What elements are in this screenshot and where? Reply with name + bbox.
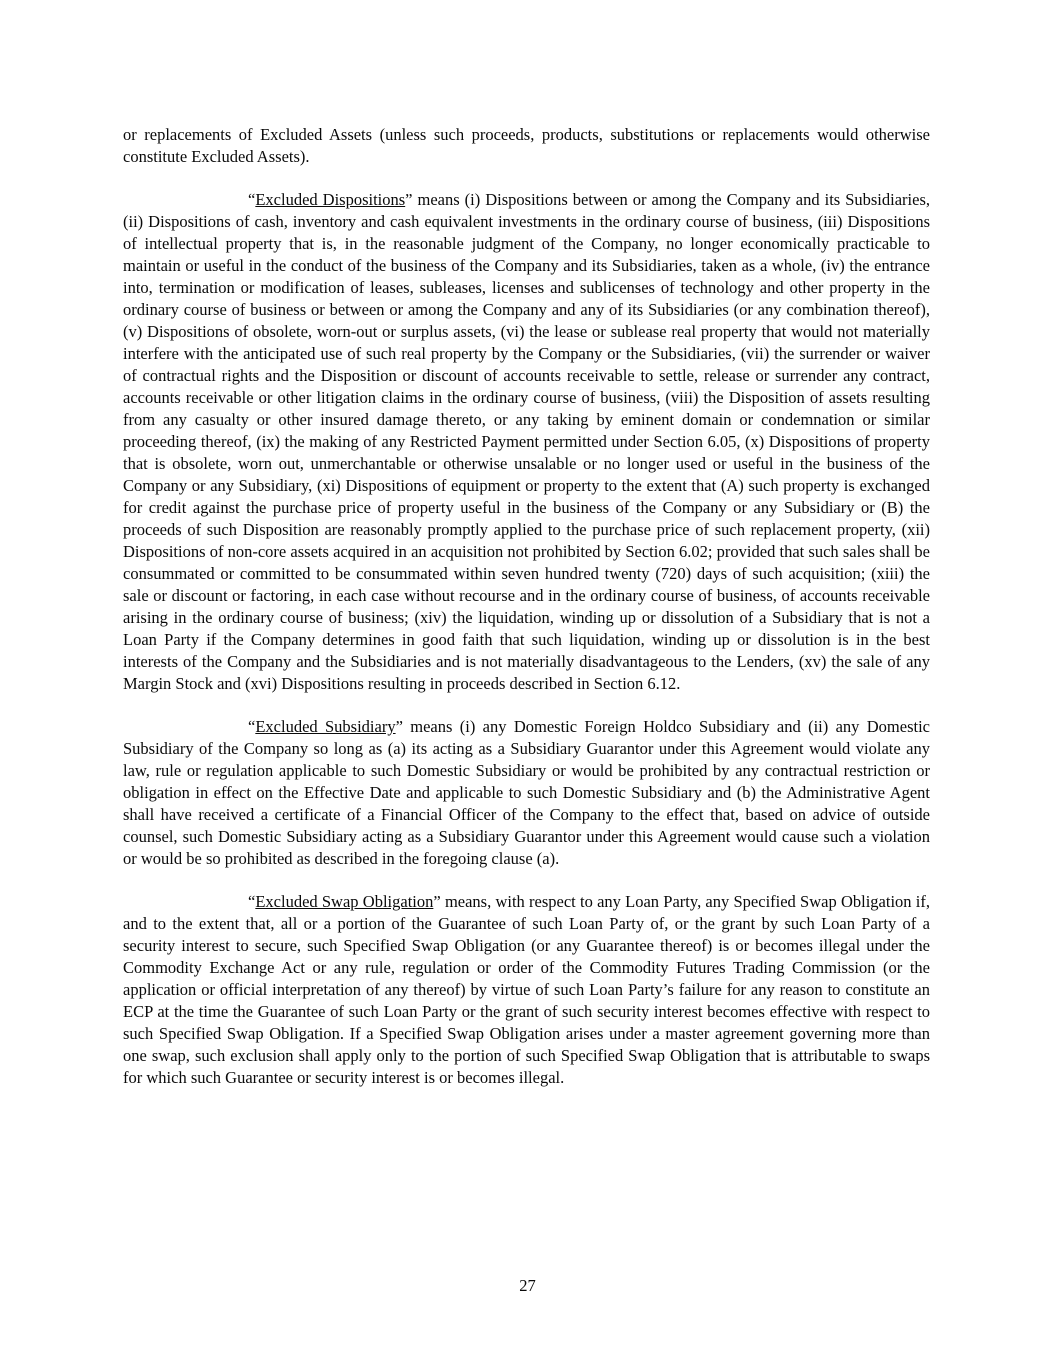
definition-body-excluded-swap-obligation: means, with respect to any Loan Party, any Specified Swap Obligation if, and to the extent that, all or a portion of the Guarantee of such Loan Party of, or the grant by such Loan Party of a security interest to secure, such Specified Swap Obligation (or any Guarantee thereof) is or becomes illegal under the Commodity Exchange Act or any rule, regulation or order of the Commodity Futures Trading Commission (or the application or official interpretation of any thereof) by virtue of such Loan Party’s failure for any reason to constitute an ECP at the time the Guarantee of such Loan Party or the grant of such security interest becomes effective with respect to such Specified Swap Obligation. If a Specified Swap Obligation arises under a master agreement governing more than one swap, such exclusion shall apply only to the portion of such Specified Swap Obligation that is attributable to swaps for which such Guarantee or security interest is or becomes illegal. <box>123 892 930 1087</box>
paragraph-excluded-subsidiary <box>123 716 930 870</box>
page-number: 27 <box>519 1276 536 1295</box>
open-quote: “ <box>248 717 256 736</box>
open-quote: “ <box>248 892 256 911</box>
close-quote: ” <box>433 892 441 911</box>
definition-body-excluded-dispositions: means (i) Dispositions between or among the Company and its Subsidiaries, (ii) Dispositions of cash, inventory and cash equivalent investments in the ordinary course of business, (iii) Dispositions of intellectual property that is, in the reasonable judgment of the Company, no longer economically practicable to maintain or useful in the conduct of the business of the Company and its Subsidiaries, taken as a whole, (iv) the entrance into, termination or modification of leases, subleases, licenses and sublicenses of technology and other property in the ordinary course of business or between or among the Company and any of its Subsidiaries (or any combination thereof), (v) Dispositions of obsolete, worn-out or surplus assets, (vi) the lease or sublease real property that would not materially interfere with the anticipated use of such real property by the Company or the Subsidiaries, (vii) the surrender or waiver of contractual rights and the Disposition or discount of accounts receivable to settle, release or surrender any contract, accounts receivable or other litigation claims in the ordinary course of business, (viii) the Disposition of assets resulting from any casualty or other insured damage thereto, or any taking by eminent domain or condemnation or similar proceeding thereof, (ix) the making of any Restricted Payment permitted under Section 6.05, (x) Dispositions of property that is obsolete, worn out, unmerchantable or otherwise unsalable or no longer used or useful in the business of the Company or any Subsidiary, (xi) Dispositions of equipment or property to the extent that (A) such property is exchanged for credit against the purchase price of property useful in the business of the Company or any Subsidiary or (B) the proceeds of such Disposition are reasonably promptly applied to the purchase price of such replacement property, (xii) Dispositions of non-core assets acquired in an acquisition not prohibited by Section 6.02; provided that such sales shall be consummated or committed to be consummated within seven hundred twenty (720) days of such acquisition; (xiii) the sale or discount or factoring, in each case without recourse and in the ordinary course of business, of accounts receivable arising in the ordinary course of business; (xiv) the liquidation, winding up or dissolution of a Subsidiary that is not a Loan Party if the Company determines in good faith that such liquidation, winding up or dissolution is in the best interests of the Company and the Subsidiaries and is not materially disadvantageous to the Lenders, (xv) the sale of any Margin Stock and (xvi) Dispositions resulting in proceeds described in Section 6.12. <box>123 190 931 693</box>
defined-term-excluded-subsidiary: Excluded Subsidiary <box>255 717 396 736</box>
page-body <box>123 124 930 1089</box>
paragraph-continuation: or replacements of Excluded Assets (unless such proceeds, products, substitutions or replacements would otherwise constitute Excluded Assets). <box>123 125 930 166</box>
paragraph-excluded-swap-obligation <box>123 891 930 1089</box>
close-quote: ” <box>395 717 403 736</box>
defined-term-excluded-dispositions: Excluded Dispositions <box>255 190 406 209</box>
defined-term-excluded-swap-obligation: Excluded Swap Obligation <box>255 892 434 911</box>
close-quote: ” <box>405 190 413 209</box>
definition-body-excluded-subsidiary: means (i) any Domestic Foreign Holdco Subsidiary and (ii) any Domestic Subsidiary of the Company so long as (a) its acting as a Subsidiary Guarantor under this Agreement would violate any law, rule or regulation applicable to such Domestic Subsidiary or would be prohibited by any contractual restriction or obligation in effect on the Effective Date and applicable to such Domestic Subsidiary and (b) the Administrative Agent shall have received a certificate of a Financial Officer of the Company to the effect that, based on advice of outside counsel, such Domestic Subsidiary acting as a Subsidiary Guarantor under this Agreement would cause such a violation or would be so prohibited as described in the foregoing clause (a). <box>123 717 930 868</box>
open-quote: “ <box>248 190 256 209</box>
paragraph-excluded-dispositions <box>123 189 930 695</box>
